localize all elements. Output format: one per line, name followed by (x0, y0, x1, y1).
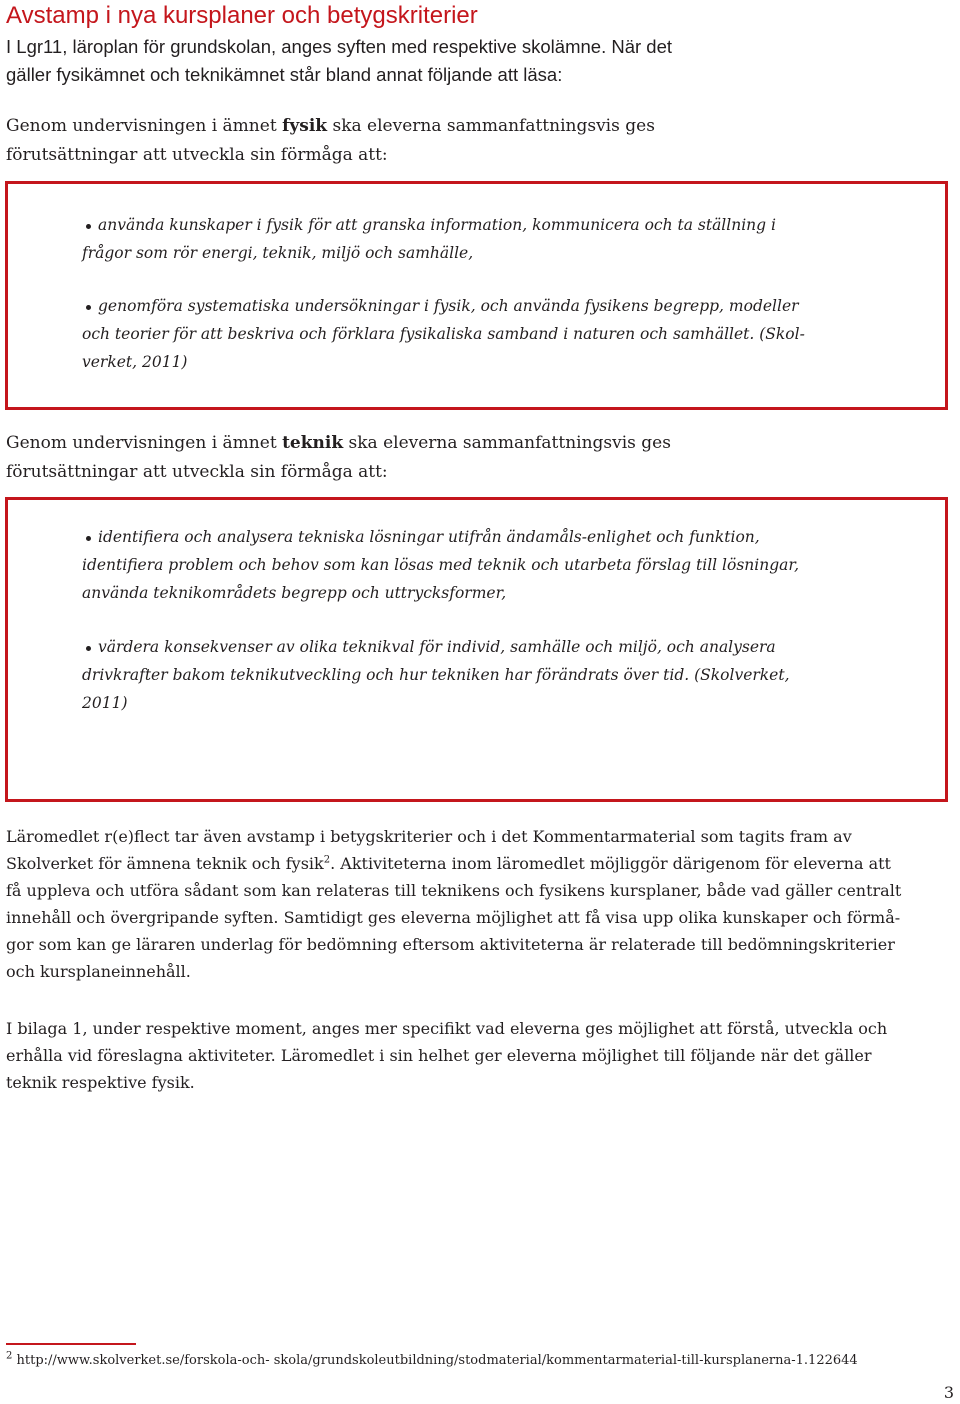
bullet-line: drivkrafter bakom teknikutveckling och hur tekniken har förändrats över tid. (Skolverket, (82, 666, 790, 684)
paragraph-line: I bilaga 1, under respektive moment, anges mer specifikt vad eleverna ges möjlighet att förstå, utveckla och (6, 1019, 888, 1038)
paragraph-line (6, 850, 956, 877)
bullet-icon (86, 536, 91, 541)
bullet-icon (86, 305, 91, 310)
bullet-line: använda kunskaper i fysik för att granska information, kommunicera och ta ställning i (98, 216, 776, 234)
footnote-ref: 2 (323, 854, 331, 866)
teknik-lead-paragraph (6, 429, 766, 487)
paragraph-line: och kursplaneinnehåll. (6, 962, 191, 981)
footnote-divider (6, 1343, 136, 1345)
intro-line: gäller fysikämnet och teknikämnet står bland annat följande att läsa: (6, 64, 563, 85)
paragraph-line: teknik respektive fysik. (6, 1073, 195, 1092)
bullet-line: genomföra systematiska undersökningar i fysik, och använda fysikens begrepp, modeller (98, 297, 799, 315)
teknik-bullet-2 (82, 633, 790, 717)
fysik-lead-pre: Genom undervisningen i ämnet (6, 116, 283, 136)
paragraph-text: . Aktiviteterna inom läromedlet möjliggör därigenom för eleverna att (330, 854, 891, 873)
paragraph-line: erhålla vid föreslagna aktiviteter. Läromedlet i sin helhet ger eleverna möjlighet till följande när det gäller (6, 1046, 872, 1065)
body-paragraph-2 (6, 1015, 956, 1096)
footnote-link[interactable]: http://www.skolverket.se/forskola-och- skola/grundskoleutbildning/stodmaterial/kommentarmaterial-till-kursplanerna-1.122644 (16, 1353, 858, 1368)
bullet-icon (86, 646, 91, 651)
fysik-bullet-1 (82, 211, 776, 267)
bullet-line: verket, 2011) (82, 353, 188, 371)
fysik-subject: fysik (282, 116, 328, 136)
paragraph-text: Skolverket för ämnena teknik och fysik (6, 854, 324, 873)
fysik-lead-paragraph (6, 112, 766, 170)
fysik-lead-post: ska eleverna sammanfattningsvis ges (327, 116, 655, 136)
intro-paragraph (6, 33, 726, 89)
bullet-line: identifiera och analysera tekniska lösningar utifrån ändamåls-enlighet och funktion, (98, 528, 760, 546)
teknik-bullet-1 (82, 523, 799, 607)
bullet-line: värdera konsekvenser av olika teknikval för individ, samhälle och miljö, och analysera (98, 638, 776, 656)
bullet-line: identifiera problem och behov som kan lösas med teknik och utarbeta förslag till lösningar, (82, 556, 800, 574)
paragraph-line: få uppleva och utföra sådant som kan relateras till teknikens och fysikens kursplaner, både vad gäller centralt (6, 881, 902, 900)
bullet-line: 2011) (82, 694, 128, 712)
fysik-lead-line2: förutsättningar att utveckla sin förmåga att: (6, 145, 388, 165)
bullet-line: och teorier för att beskriva och förklara fysikaliska samband i naturen och samhället. (Skol- (82, 325, 805, 343)
bullet-icon (86, 224, 91, 229)
paragraph-line: gor som kan ge läraren underlag för bedömning eftersom aktiviteterna är relaterade till bedömningskriterier (6, 935, 895, 954)
bullet-line: frågor som rör energi, teknik, miljö och samhälle, (82, 244, 474, 262)
footnote (6, 1350, 858, 1372)
paragraph-line: innehåll och övergripande syften. Samtidigt ges eleverna möjlighet att få visa upp olika kunskaper och förmå- (6, 908, 901, 927)
body-paragraph-1 (6, 823, 956, 985)
footnote-number: 2 (6, 1350, 13, 1362)
paragraph-line: Läromedlet r(e)flect tar även avstamp i betygskriterier och i det Kommentarmaterial som tagits fram av (6, 827, 852, 846)
intro-line: I Lgr11, läroplan för grundskolan, anges syften med respektive skolämne. När det (6, 36, 673, 57)
bullet-line: använda teknikområdets begrepp och uttrycksformer, (82, 584, 507, 602)
teknik-lead-post: ska eleverna sammanfattningsvis ges (343, 433, 671, 453)
section-heading: Avstamp i nya kursplaner och betygskriterier (6, 2, 478, 29)
page-number: 3 (943, 1383, 954, 1402)
fysik-bullet-2 (82, 292, 805, 376)
teknik-lead-pre: Genom undervisningen i ämnet (6, 433, 283, 453)
teknik-lead-line2: förutsättningar att utveckla sin förmåga att: (6, 462, 388, 482)
teknik-subject: teknik (282, 433, 344, 453)
